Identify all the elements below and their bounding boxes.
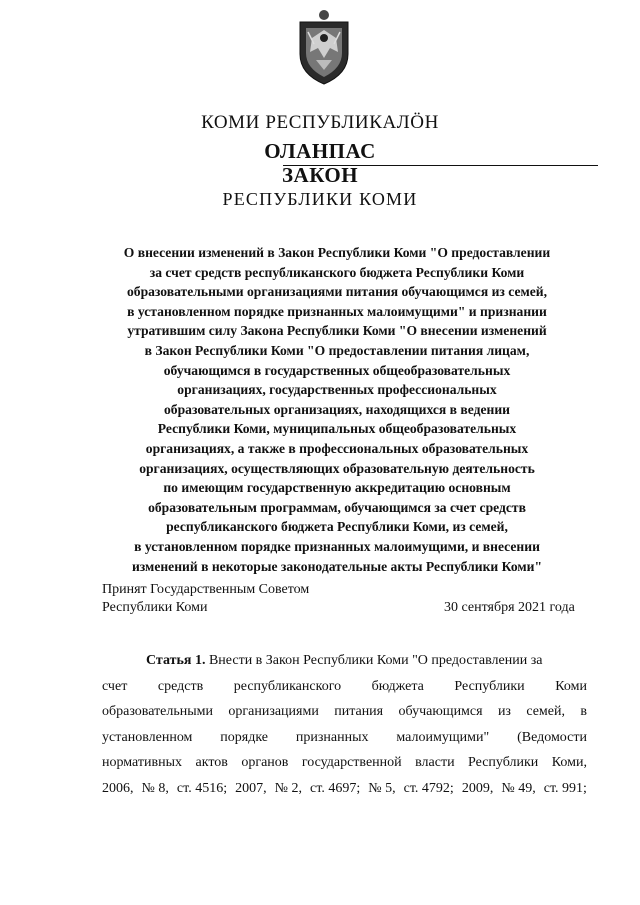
article-label: Статья 1. [146, 653, 206, 668]
article-line-6 [102, 776, 587, 802]
article-line-3 [102, 699, 587, 725]
article-word: признанных [295, 729, 369, 745]
title-line: обучающимся в государственных общеобразовательных [163, 362, 511, 378]
article-word: ст. 991; [543, 780, 587, 796]
article-word: № 49, [501, 780, 536, 796]
adoption-date: 30 сентября 2021 года [444, 600, 575, 615]
title-line: в Закон Республики Коми "О предоставлении питания лицам, [144, 342, 530, 358]
article-word: (Ведомости [517, 729, 587, 745]
adopted-by-line-2: Республики Коми [102, 600, 208, 615]
header-republic: РЕСПУБЛИКИ КОМИ [222, 189, 418, 209]
header-olanpas: ОЛАНПАС [264, 139, 376, 163]
article-word: Республики [454, 678, 525, 694]
article-word: № 2, [274, 780, 303, 796]
title-line: образовательным программам, обучающимся за счет средств [148, 499, 526, 515]
article-word: 2007, [235, 780, 267, 796]
article-first-line-text: Внести в Закон Республики Коми "О предоставлении за [205, 653, 543, 668]
article-word: ст. 4697; [310, 780, 361, 796]
law-title [102, 243, 572, 576]
article-word: установленном [102, 729, 193, 745]
title-line: образовательными организациями питания обучающимся из семей, [126, 284, 548, 300]
article-word: малоимущими" [396, 729, 490, 745]
title-line: утратившим силу Закона Республики Коми "О внесении изменений [127, 323, 547, 339]
article-word: актов [195, 755, 228, 770]
article-word: в [580, 704, 587, 719]
coat-of-arms-emblem [298, 8, 350, 86]
article-word: нормативных [102, 755, 183, 770]
article-word: республиканского [233, 678, 342, 694]
article-word: порядке [220, 729, 269, 745]
article-word: 2009, [461, 780, 494, 796]
article-line-4 [102, 725, 587, 751]
article-word: органов [241, 755, 289, 770]
article-word: Коми [555, 678, 587, 694]
article-word: бюджета [371, 678, 424, 694]
title-line: образовательных организациях, находящихся в ведении [164, 401, 510, 417]
article-word: обучающимся [398, 704, 483, 719]
article-line-2 [102, 674, 587, 700]
adoption-block [102, 581, 309, 617]
article-word: ст. 4516; [176, 780, 228, 796]
article-word: организациями [228, 704, 319, 719]
title-line: в установленном порядке признанных малоимущими" и признании [127, 303, 547, 319]
article-word: ст. 4792; [403, 780, 454, 796]
article-word: из [497, 704, 511, 719]
article-word: государственной [301, 755, 402, 770]
article-word: образовательными [102, 704, 214, 719]
article-word: 2006, [102, 780, 134, 796]
article-word: Коми, [551, 755, 587, 770]
title-line: в установленном порядке признанных малоимущими, и внесении [134, 538, 540, 554]
title-line: организациях, а также в профессиональных образовательных [145, 440, 529, 456]
title-line: Республики Коми, муниципальных общеобразовательных [157, 421, 517, 437]
title-line: организациях, осуществляющих образовательную деятельность [139, 460, 535, 476]
article-line-1 [102, 648, 587, 674]
article-word: Республики [468, 755, 539, 770]
title-line: по имеющим государственную аккредитацию основным [163, 480, 511, 496]
adopted-by-line: Принят Государственным Советом [102, 582, 310, 597]
title-line: О внесении изменений в Закон Республики Коми "О предоставлении [123, 245, 551, 260]
header-zakon: ЗАКОН [281, 163, 359, 187]
article-word: средств [157, 678, 204, 694]
article-word: № 8, [141, 780, 169, 796]
article-word: № 5, [368, 780, 396, 796]
article-word: семей, [526, 704, 565, 719]
title-line: республиканского бюджета Республики Коми, из семей, [166, 519, 508, 535]
article-word: питания [334, 704, 384, 719]
article-word: власти [415, 755, 455, 770]
article-word: счет [102, 678, 128, 694]
article-line-5 [102, 750, 587, 776]
title-line: изменений в некоторые законодательные акты Республики Коми" [131, 558, 543, 574]
article-1 [102, 648, 587, 801]
title-line: за счет средств республиканского бюджета Республики Коми [149, 264, 525, 280]
title-line: организациях, государственных профессиональных [177, 382, 497, 398]
header-komi-line: КОМИ РЕСПУБЛИКАЛÖН [201, 112, 439, 133]
